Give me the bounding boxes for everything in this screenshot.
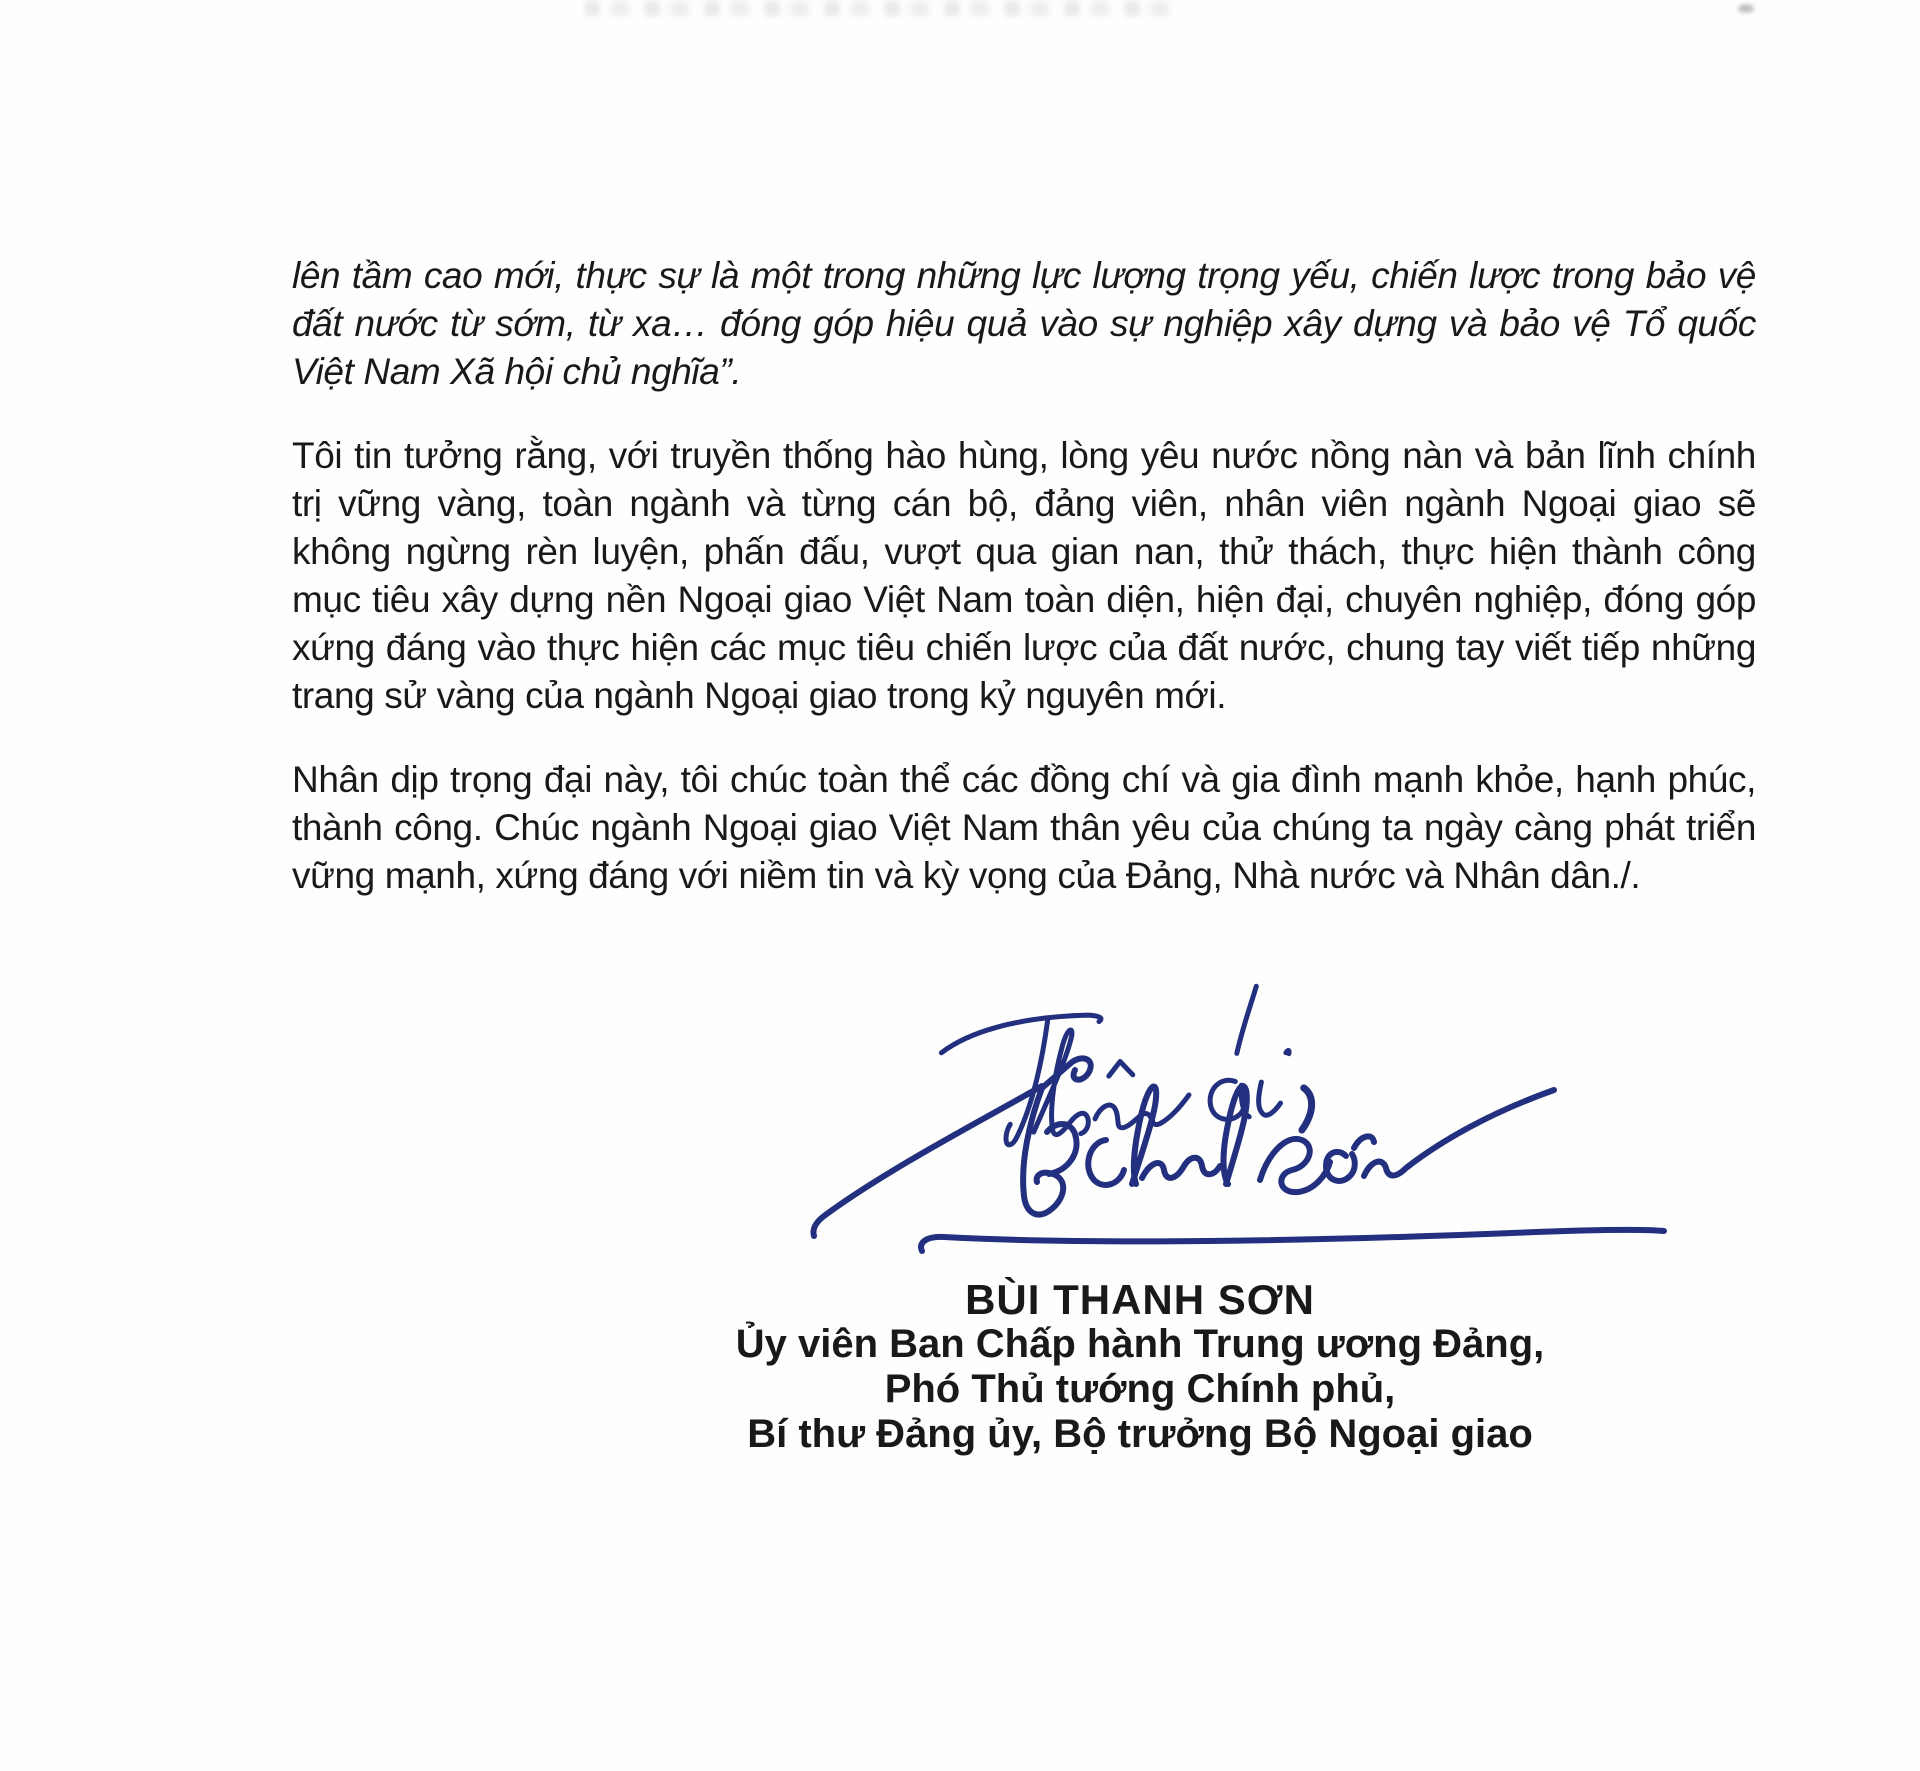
scan-artifact-top bbox=[585, 1, 1185, 16]
letter-body bbox=[292, 252, 1756, 936]
signature bbox=[813, 1058, 1554, 1236]
handwritten-salutation bbox=[939, 984, 1313, 1149]
scan-artifact-speck bbox=[1738, 4, 1754, 13]
paragraph-wishes: Nhân dịp trọng đại này, tôi chúc toàn thể các đồng chí và gia đình mạnh khỏe, hạnh phúc, thành công. Chúc ngành Ngoại giao Việt Nam thân yêu của chúng ta ngày càng phát triển vững mạnh, xứng đáng với niềm tin và kỳ vọng của Đảng, Nhà nước và Nhân dân./. bbox=[292, 759, 1756, 896]
signature-underline bbox=[921, 1230, 1664, 1251]
paragraph-quote: lên tầm cao mới, thực sự là một trong những lực lượng trọng yếu, chiến lược trong bảo vệ đất nước từ sớm, từ xa… đóng góp hiệu quả vào sự nghiệp xây dựng và bảo vệ Tổ quốc Việt Nam Xã hội chủ nghĩa”. bbox=[292, 255, 1756, 392]
paragraph-confidence: Tôi tin tưởng rằng, với truyền thống hào hùng, lòng yêu nước nồng nàn và bản lĩnh chính trị vững vàng, toàn ngành và từng cán bộ, đảng viên, nhân viên ngành Ngoại giao sẽ không ngừng rèn luyện, phấn đấu, vượt qua gian nan, thử thách, thực hiện thành công mục tiêu xây dựng nền Ngoại giao Việt Nam toàn diện, hiện đại, chuyên nghiệp, đóng góp xứng đáng vào thực hiện các mục tiêu chiến lược của đất nước, chung tay viết tiếp những trang sử vàng của ngành Ngoại giao trong kỷ nguyên mới. bbox=[292, 435, 1756, 716]
handwriting-area bbox=[790, 970, 1700, 1260]
signatory-name: BÙI THANH SƠN bbox=[965, 1276, 1315, 1323]
signatory-title-3: Bí thư Đảng ủy, Bộ trưởng Bộ Ngoại giao bbox=[747, 1412, 1533, 1456]
signatory-title-1: Ủy viên Ban Chấp hành Trung ương Đảng, bbox=[735, 1322, 1545, 1366]
signatory-block bbox=[520, 1278, 1760, 1457]
signatory-title-2: Phó Thủ tướng Chính phủ, bbox=[884, 1367, 1396, 1411]
